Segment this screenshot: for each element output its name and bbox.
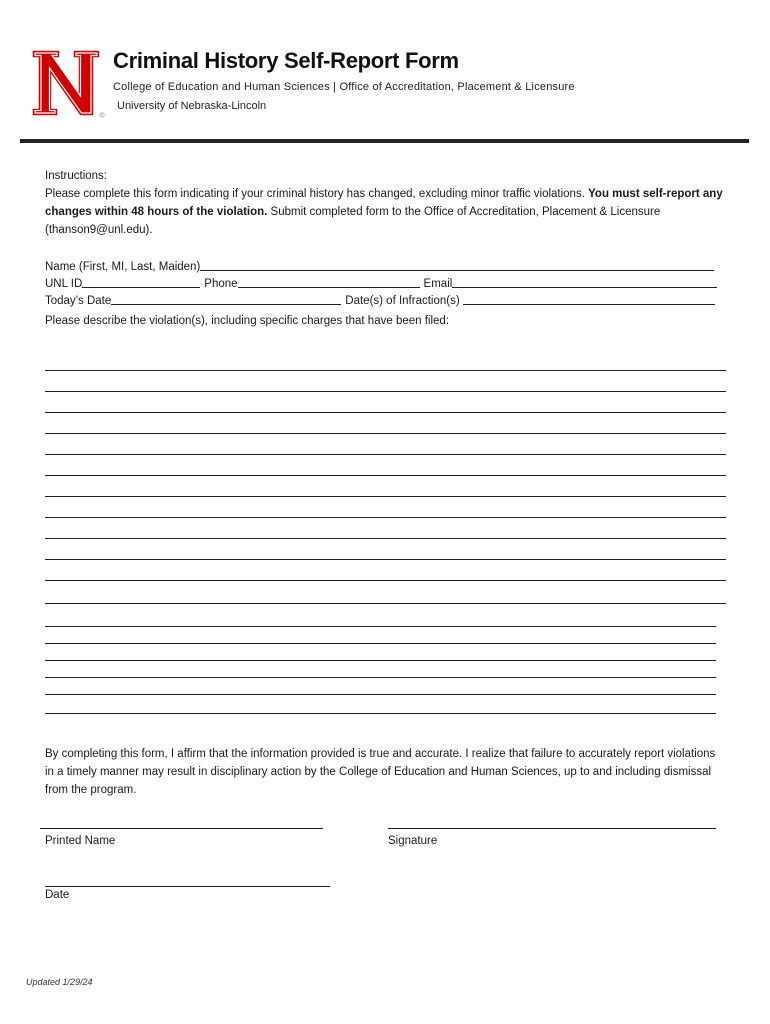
email-field[interactable] [452,276,717,288]
unl-id-label: UNL ID [45,278,83,290]
unl-id-field[interactable] [82,276,200,288]
description-line[interactable] [45,412,726,413]
printed-name-field[interactable] [40,828,323,829]
phone-label: Phone [204,278,238,290]
description-line[interactable] [45,496,726,497]
name-field[interactable] [200,259,714,271]
description-line[interactable] [45,603,726,604]
todays-date-label: Today’s Date [45,295,112,307]
name-row [45,256,714,273]
description-line[interactable] [45,475,726,476]
description-line[interactable] [45,517,726,518]
header-subtitle-college: College of Education and Human Sciences | Office of Accreditation, Placement & Licensure [113,81,575,93]
instructions-block [45,167,725,239]
description-line[interactable] [45,454,726,455]
description-line[interactable] [45,677,716,678]
name-label: Name (First, MI, Last, Maiden) [45,261,201,273]
updated-date: Updated 1/29/24 [26,977,93,987]
description-line[interactable] [45,694,716,695]
description-line[interactable] [45,626,716,627]
infraction-date-field[interactable] [463,293,715,305]
unl-n-logo [30,46,106,120]
description-line[interactable] [45,559,726,560]
signature-field[interactable] [388,828,716,829]
date-label: Date [45,889,70,901]
date-field[interactable] [45,886,330,887]
phone-field[interactable] [238,276,420,288]
dates-row [45,290,715,307]
description-line[interactable] [45,580,726,581]
form-title: Criminal History Self-Report Form [113,48,459,73]
instructions-bold: You must self-report any changes within 48 hours of the violation. [45,188,723,218]
signature-label: Signature [388,835,438,847]
instructions-heading: Instructions: [45,170,107,182]
description-line[interactable] [45,391,726,392]
affirmation-text: By completing this form, I affirm that the information provided is true and accurate. I realize that failure to accurately report violations in a timely manner may result in disciplinary action by the College of Education and Human Sciences, up to and including dismissal from the program. [45,748,716,796]
email-label: Email [423,278,453,290]
description-line[interactable] [45,660,716,661]
instructions-text: Please complete this form indicating if your criminal history has changed, excluding minor traffic violations. You must self-report any changes within 48 hours of the violation. Submit completed form to the Office of Accreditation, Placement & Licensure (thanson9@unl.edu). [45,188,723,236]
description-label: Please describe the violation(s), including specific charges that have been filed: [45,315,450,327]
description-line[interactable] [45,643,716,644]
id-contact-row [45,273,717,290]
description-line[interactable] [45,538,726,539]
todays-date-field[interactable] [111,293,341,305]
svg-text:R: R [100,113,104,118]
header-divider [20,139,749,143]
header-subtitle-university: University of Nebraska-Lincoln [117,100,267,112]
description-line[interactable] [45,433,726,434]
infraction-date-label: Date(s) of Infraction(s) [345,295,460,307]
description-line[interactable] [45,713,716,714]
description-line[interactable] [45,370,726,371]
printed-name-label: Printed Name [45,835,116,847]
